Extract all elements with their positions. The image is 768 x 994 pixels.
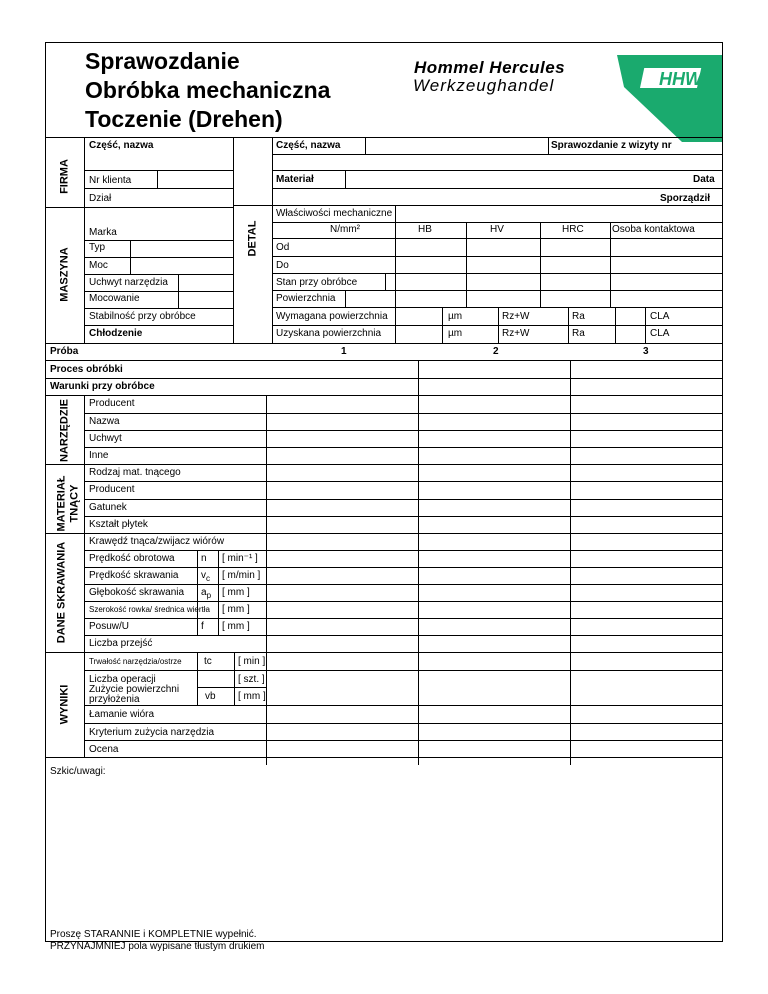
- maszyna-moc-label: Moc: [89, 260, 108, 271]
- dane-liczba-przejsc-label: Liczba przejść: [89, 638, 153, 649]
- firma-czesc-label: Część, nazwa: [89, 140, 154, 151]
- proces-label: Proces obróbki: [50, 364, 123, 375]
- detal-um-2: µm: [448, 328, 463, 339]
- proba-col-2: 2: [493, 346, 499, 357]
- firma-dzial-label: Dział: [89, 193, 112, 204]
- material-producent-label: Producent: [89, 484, 135, 495]
- section-narzedzie: NARZĘDZIE: [58, 399, 71, 462]
- maszyna-marka-label: Marka: [89, 227, 117, 238]
- section-dane: DANE SKRAWANIA: [55, 541, 68, 644]
- szkic-label: Szkic/uwagi:: [50, 766, 106, 777]
- section-material-1: MATERIAŁ: [55, 475, 68, 532]
- narzedzie-inne-label: Inne: [89, 450, 109, 461]
- dane-f-symbol: f: [201, 621, 204, 632]
- dane-mm1-unit: [ mm ]: [222, 587, 250, 598]
- logo-text: HHW: [659, 69, 702, 89]
- detal-wlasciwosci-label: Właściwości mechaniczne: [276, 208, 393, 219]
- detal-cla-1: CLA: [650, 311, 670, 322]
- wyniki-zuzycie-label-2: przyłożenia: [89, 694, 140, 705]
- narzedzie-nazwa-label: Nazwa: [89, 416, 120, 427]
- wyniki-tc-symbol: tc: [204, 656, 212, 667]
- section-detal: DETAL: [246, 220, 259, 257]
- detal-hv-label: HV: [490, 224, 504, 235]
- wyniki-vb-symbol: vb: [205, 691, 216, 702]
- wyniki-ocena-label: Ocena: [89, 744, 119, 755]
- dane-predkosc-obr-label: Prędkość obrotowa: [89, 553, 175, 564]
- section-material-2: TNĄCY: [68, 484, 81, 523]
- dane-vc-symbol: $v_c$: [201, 570, 210, 583]
- detal-stan-label: Stan przy obróbce: [276, 277, 358, 288]
- detal-uzyskana-label: Uzyskana powierzchnia: [276, 328, 382, 339]
- detal-nmm2-label: N/mm²: [330, 224, 360, 235]
- material-ksztalt-label: Kształt płytek: [89, 519, 148, 530]
- section-maszyna: MASZYNA: [58, 247, 71, 302]
- firma-nr-klienta-field[interactable]: [158, 171, 232, 188]
- dane-glebokosc-label: Głębokość skrawania: [89, 587, 185, 598]
- maszyna-typ-label: Typ: [89, 242, 106, 253]
- report-title-line-2: Obróbka mechaniczna: [85, 77, 331, 103]
- narzedzie-producent-label: Producent: [89, 398, 135, 409]
- wyniki-trwalosc-label: Trwałość narzędzia/ostrze: [89, 657, 182, 666]
- detal-data-label: Data: [693, 174, 715, 185]
- detal-sporzadzil-label: Sporządził: [660, 193, 711, 204]
- detal-cla-2: CLA: [650, 328, 670, 339]
- proba-col-1: 1: [341, 346, 347, 357]
- firma-nr-klienta-label: Nr klienta: [89, 175, 132, 186]
- detal-rzw-2: Rz+W: [502, 328, 530, 339]
- dane-ap-symbol: $a_p$: [201, 587, 212, 600]
- detal-rzw-1: Rz+W: [502, 311, 530, 322]
- dane-mm3-unit: [ mm ]: [222, 621, 250, 632]
- brand-name: Hommel Hercules: [414, 58, 566, 77]
- dane-krawedz-label: Krawędź tnąca/zwijacz wiórów: [89, 536, 225, 547]
- wyniki-min-unit: [ min ]: [238, 656, 266, 667]
- brand-logo: [614, 55, 724, 145]
- szkic-area[interactable]: [46, 780, 722, 920]
- dane-mmin-unit: [ m/min ]: [222, 570, 261, 581]
- section-firma: FIRMA: [58, 159, 71, 194]
- detal-osoba-label: Osoba kontaktowa: [612, 224, 695, 235]
- proba-label: Próba: [50, 346, 79, 357]
- warunki-label: Warunki przy obróbce: [50, 381, 155, 392]
- wyniki-kryterium-label: Kryterium zużycia narzędzia: [89, 727, 215, 738]
- dane-min1-unit: [ min⁻¹ ]: [222, 553, 258, 564]
- detal-wymagana-label: Wymagana powierzchnia: [276, 311, 388, 322]
- material-rodzaj-label: Rodzaj mat. tnącego: [89, 467, 181, 478]
- detal-material-label: Materiał: [276, 174, 314, 185]
- proba-col-3: 3: [643, 346, 649, 357]
- dane-predkosc-skr-label: Prędkość skrawania: [89, 570, 179, 581]
- detal-ra-2: Ra: [572, 328, 585, 339]
- dane-n-symbol: n: [201, 553, 207, 564]
- detal-hrc-label: HRC: [562, 224, 584, 235]
- material-gatunek-label: Gatunek: [89, 502, 127, 513]
- detal-hb-label: HB: [418, 224, 432, 235]
- report-title-line-1: Sprawozdanie: [85, 48, 240, 74]
- dane-mm2-unit: [ mm ]: [222, 604, 250, 615]
- detal-ra-1: Ra: [572, 311, 585, 322]
- dane-szerokosc-label: Szerokość rowka/ średnica wiertła: [89, 605, 210, 614]
- dane-posuw-label: Posuw/U: [89, 621, 130, 632]
- footer-note-2: PRZYNAJMNIEJ pola wypisane tłustym drukiem: [50, 941, 265, 952]
- detal-czesc-label: Część, nazwa: [276, 140, 341, 151]
- wyniki-lamanie-label: Łamanie wióra: [89, 709, 155, 720]
- detal-do-label: Do: [276, 260, 289, 271]
- section-wyniki: WYNIKI: [58, 684, 71, 725]
- wyniki-mm4-unit: [ mm ]: [238, 691, 266, 702]
- detal-sprawozdanie-label: Sprawozdanie z wizyty nr: [551, 140, 672, 151]
- wyniki-szt-unit: [ szt. ]: [238, 674, 265, 685]
- narzedzie-uchwyt-label: Uchwyt: [89, 433, 122, 444]
- brand-subtitle: Werkzeughandel: [413, 76, 555, 95]
- wyniki-liczba-op-label: Liczba operacji: [89, 674, 156, 685]
- detal-um-1: µm: [448, 311, 463, 322]
- report-title-line-3: Toczenie (Drehen): [85, 106, 283, 132]
- maszyna-uchwyt-label: Uchwyt narzędzia: [89, 277, 168, 288]
- detal-powierzchnia-label: Powierzchnia: [276, 293, 336, 304]
- wyniki-zuzycie-label-1: Zużycie powierzchni: [89, 684, 180, 695]
- maszyna-stabilnosc-label: Stabilność przy obróbce: [89, 311, 196, 322]
- footer-note-1: Proszę STARANNIE i KOMPLETNIE wypełnić.: [50, 929, 257, 940]
- maszyna-chlodzenie-label: Chłodzenie: [89, 328, 143, 339]
- maszyna-mocowanie-label: Mocowanie: [89, 293, 140, 304]
- detal-od-label: Od: [276, 242, 290, 253]
